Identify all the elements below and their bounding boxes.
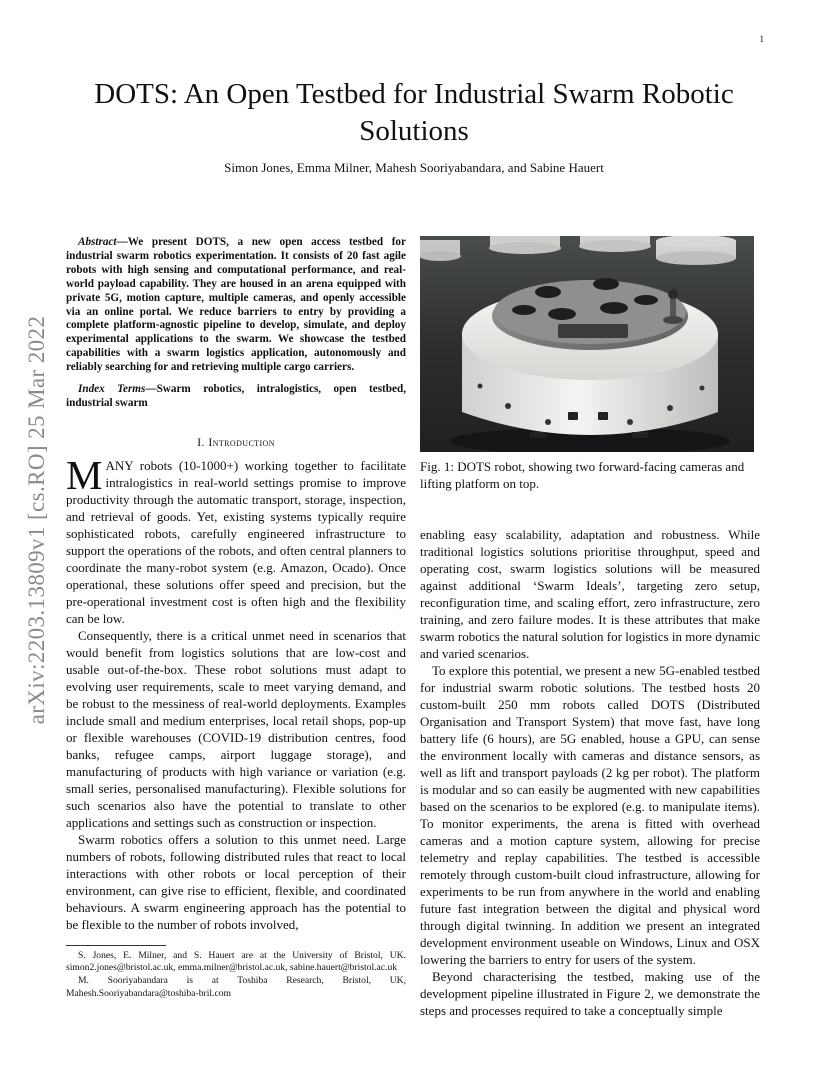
robot-photo	[420, 236, 754, 452]
arxiv-stamp-text: arXiv:2203.13809v1 [cs.RO] 25 Mar 2022	[24, 315, 49, 725]
right-column-body	[420, 526, 760, 1019]
right-paragraph-1: enabling easy scalability, adaptation and robustness. While traditional logistics solutions prioritise throughput, speed and operating cost, swarm logistics solutions will be measured against additional ‘Swarm Ideals’, targeting zero setup, reconfiguration time, and scaling effort, zero infrastructure, zero training, and zero failure modes. It is these attributes that make swarm robotics the natural solution for logistics in more dynamic and varied scenarios.	[420, 527, 760, 661]
author-list: Simon Jones, Emma Milner, Mahesh Sooriyabandara, and Sabine Hauert	[224, 160, 604, 175]
abstract-text: —We present DOTS, a new open access testbed for industrial swarm robotics experimentation. It consists of 20 fast agile robots with high sensing and computational performance, and real-world payload capability. They are housed in an arena equipped with private 5G, motion capture, multiple cameras, and openly accessible via an online portal. We reduce barriers to entry by providing a complete platform-agnostic pipeline to develop, simulate, and deploy experimental applications to the swarm. We showcase the testbed capabilities with a swarm logistics application, autonomously and reliably searching for and retrieving multiple cargo carriers.	[66, 236, 406, 374]
right-column	[420, 236, 760, 1019]
index-terms-text: —Swarm robotics, intralogistics, open testbed, industrial swarm	[66, 383, 406, 409]
intro-paragraph-1-text: ANY robots (10-1000+) working together to facilitate intralogistics in real-world settings promise to improve productivity through the automatic transport, storage, inspection, and retrieval of goods. Yet, existing systems typically require sophisticated robots, carefully engineered infrastructure to support the operations of the robots, and often central planners to coordinate the many-robot system (e.g. Amazon, Ocado). Once operational, these solutions offer speed and precision, but the pre-operational investment cost is often high and the flexibility can be low.	[66, 457, 406, 626]
paper-title: DOTS: An Open Testbed for Industrial Swarm Robotic Solutions	[94, 78, 734, 147]
drop-cap: M	[66, 451, 103, 498]
abstract	[66, 236, 406, 375]
arxiv-stamp	[12, 280, 62, 760]
right-paragraph-3: Beyond characterising the testbed, making use of the development pipeline illustrated in Figure 2, we demonstrate the steps and processes required to take a conceptually simple	[420, 969, 760, 1018]
index-terms-lead: Index Terms	[78, 383, 146, 396]
section-heading	[66, 434, 406, 451]
right-paragraph-2: To explore this potential, we present a new 5G-enabled testbed for industrial swarm robotic solutions. The testbed hosts 20 custom-built 250 mm robots called DOTS (Distributed Organisation and Transport System) that move fast, have long battery life (6 hours), are 5G enabled, house a GPU, can sense the environment locally with cameras and distance sensors, as well as lift and transport payloads (2 kg per robot). The platform is modular and so can easily be augmented with new capabilities based on the scenarios to be explored (e.g. to manipulate items). To monitor experiments, the arena is fitted with overhead cameras and a motion capture system, allowing for precise telemetry and replay capabilities. The testbed is accessible remotely through custom-built cloud infrastructure, allowing for experiments to be run from anywhere in the world and enabling future fast integration between the digital and physical word through digital twinning. In addition we present an integrated development environment useable on Windows, Linux and OSX lowering the barriers to entry for users of the system.	[420, 663, 760, 967]
index-terms	[66, 383, 406, 411]
footnote-affiliation-toshiba: M. Sooriyabandara is at Toshiba Research, Bristol, UK, Mahesh.Sooriyabandara@toshiba-bril.com	[66, 975, 406, 999]
section-number: I.	[197, 434, 205, 449]
figure-caption: Fig. 1: DOTS robot, showing two forward-facing cameras and lifting platform on top.	[420, 459, 745, 491]
robot-photo-illustration	[420, 236, 754, 452]
intro-paragraph-3: Swarm robotics offers a solution to this unmet need. Large numbers of robots, following distributed rules that react to local interactions with other robots or local perception of their environment, can give rise to efficient, flexible, and coordinated behaviours. A swarm engineering approach has the potential to be flexible to the number of robots involved,	[66, 831, 406, 932]
section-title: Introduction	[208, 434, 275, 449]
intro-paragraph-1	[66, 451, 406, 627]
intro-paragraph-2: Consequently, there is a critical unmet need in scenarios that would benefit from logistics solutions that are low-cost and usable out-of-the-box. These robot solutions must adapt to evolving user requirements, scale to meet varying demand, and be robust to the messiness of real-world deployments. Examples include small and medium enterprises, local retail shops, pop-up or flexible warehouses (COVID-19 distribution centres, food banks, refugee camps, airport luggage storage), and manufacturing of products with high variance or variation (e.g. small series, personalised manufacturing). Flexible solutions for such scenarios also have the potential to translate to other applications and settings such as construction or inspection.	[66, 627, 406, 830]
left-column	[66, 236, 406, 1000]
page-number: 1	[759, 34, 764, 44]
footnote-affiliation-bristol: S. Jones, E. Milner, and S. Hauert are at the University of Bristol, UK. simon2.jones@bristol.ac.uk, emma.milner@bristol.ac.uk, sabine.hauert@bristol.ac.uk	[66, 949, 406, 974]
abstract-lead: Abstract	[78, 236, 117, 248]
footnote-rule	[66, 945, 166, 946]
